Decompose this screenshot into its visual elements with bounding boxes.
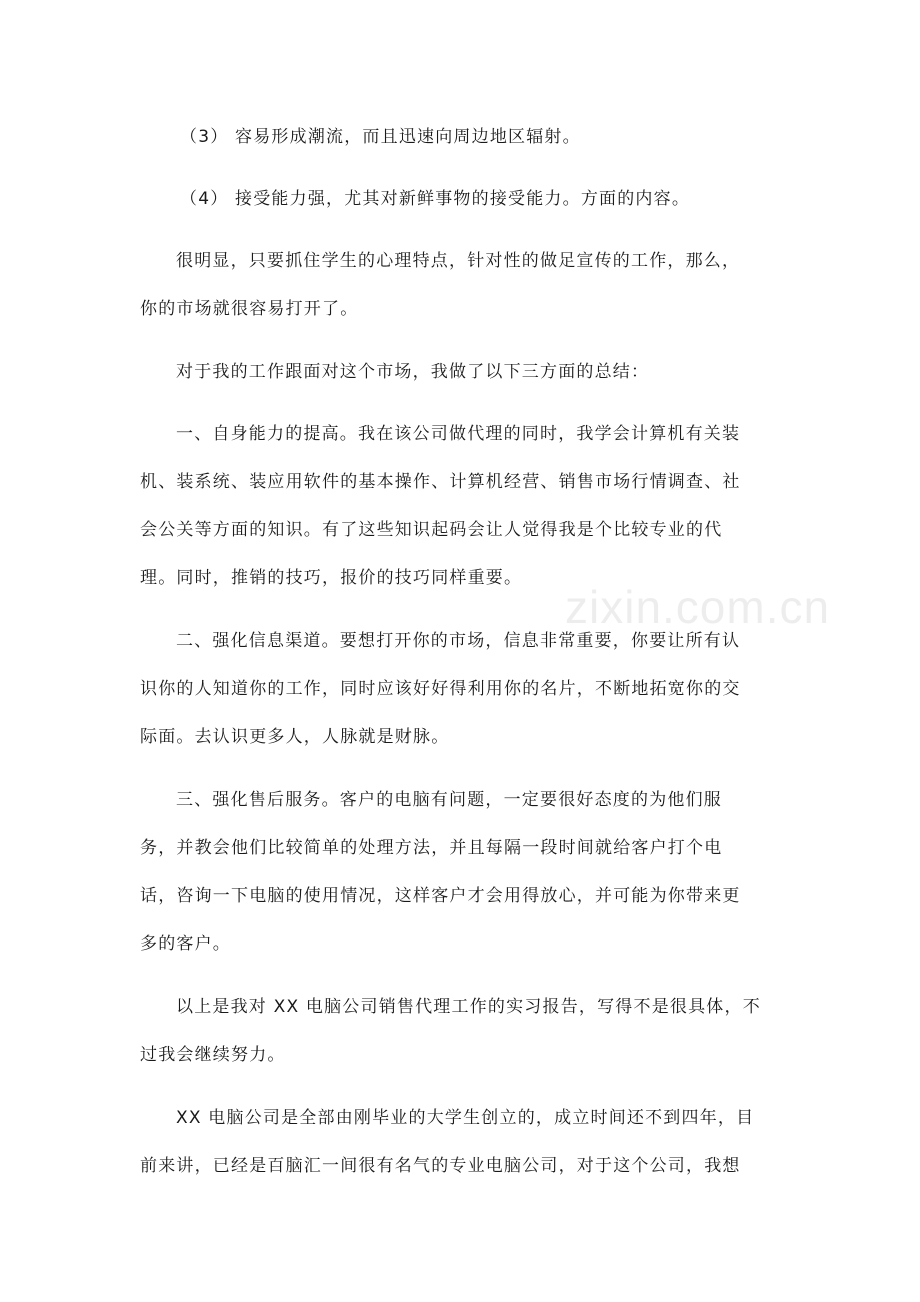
text-line-5: 对于我的工作跟面对这个市场，我做了以下三方面的总结： (176, 362, 650, 382)
watermark: zixin.com.cn (565, 581, 831, 633)
text-line-14: 务，并教会他们比较简单的处理方法，并且每隔一段时间就给客户打个电 (140, 838, 723, 858)
text-line-8: 会公关等方面的知识。有了这些知识起码会让人觉得我是个比较专业的代 (140, 520, 723, 540)
text-line-17: 以上是我对 XX 电脑公司销售代理工作的实习报告，写得不是很具体，不 (176, 997, 761, 1017)
text-line-11: 识你的人知道你的工作，同时应该好好得利用你的名片，不断地拓宽你的交 (140, 679, 741, 699)
text-line-13: 三、强化售后服务。客户的电脑有问题，一定要很好态度的为他们服 (176, 790, 722, 810)
text-line-9: 理。同时，推销的技巧，报价的技巧同样重要。 (140, 568, 523, 588)
text-line-18: 过我会继续努力。 (140, 1045, 286, 1065)
text-line-6: 一、自身能力的提高。我在该公司做代理的同时，我学会计算机有关装 (176, 424, 741, 444)
text-line-1: （3） 容易形成潮流，而且迅速向周边地区辐射。 (180, 127, 581, 147)
text-line-12: 际面。去认识更多人，人脉就是财脉。 (140, 727, 450, 747)
text-line-10: 二、强化信息渠道。要想打开你的市场，信息非常重要，你要让所有认 (176, 631, 741, 651)
text-line-3: 很明显，只要抓住学生的心理特点，针对性的做足宣传的工作，那么， (176, 251, 741, 271)
text-line-20: 前来讲，已经是百脑汇一间很有名气的专业电脑公司，对于这个公司，我想 (140, 1156, 741, 1176)
text-line-16: 多的客户。 (140, 934, 231, 954)
text-line-7: 机、装系统、装应用软件的基本操作、计算机经营、销售市场行情调查、社 (140, 472, 741, 492)
text-line-4: 你的市场就很容易打开了。 (140, 299, 359, 319)
text-line-19: XX 电脑公司是全部由刚毕业的大学生创立的，成立时间还不到四年，目 (176, 1108, 755, 1128)
text-line-15: 话，咨询一下电脑的使用情况，这样客户才会用得放心，并可能为你带来更 (140, 886, 741, 906)
text-line-2: （4） 接受能力强，尤其对新鲜事物的接受能力。方面的内容。 (180, 189, 691, 209)
